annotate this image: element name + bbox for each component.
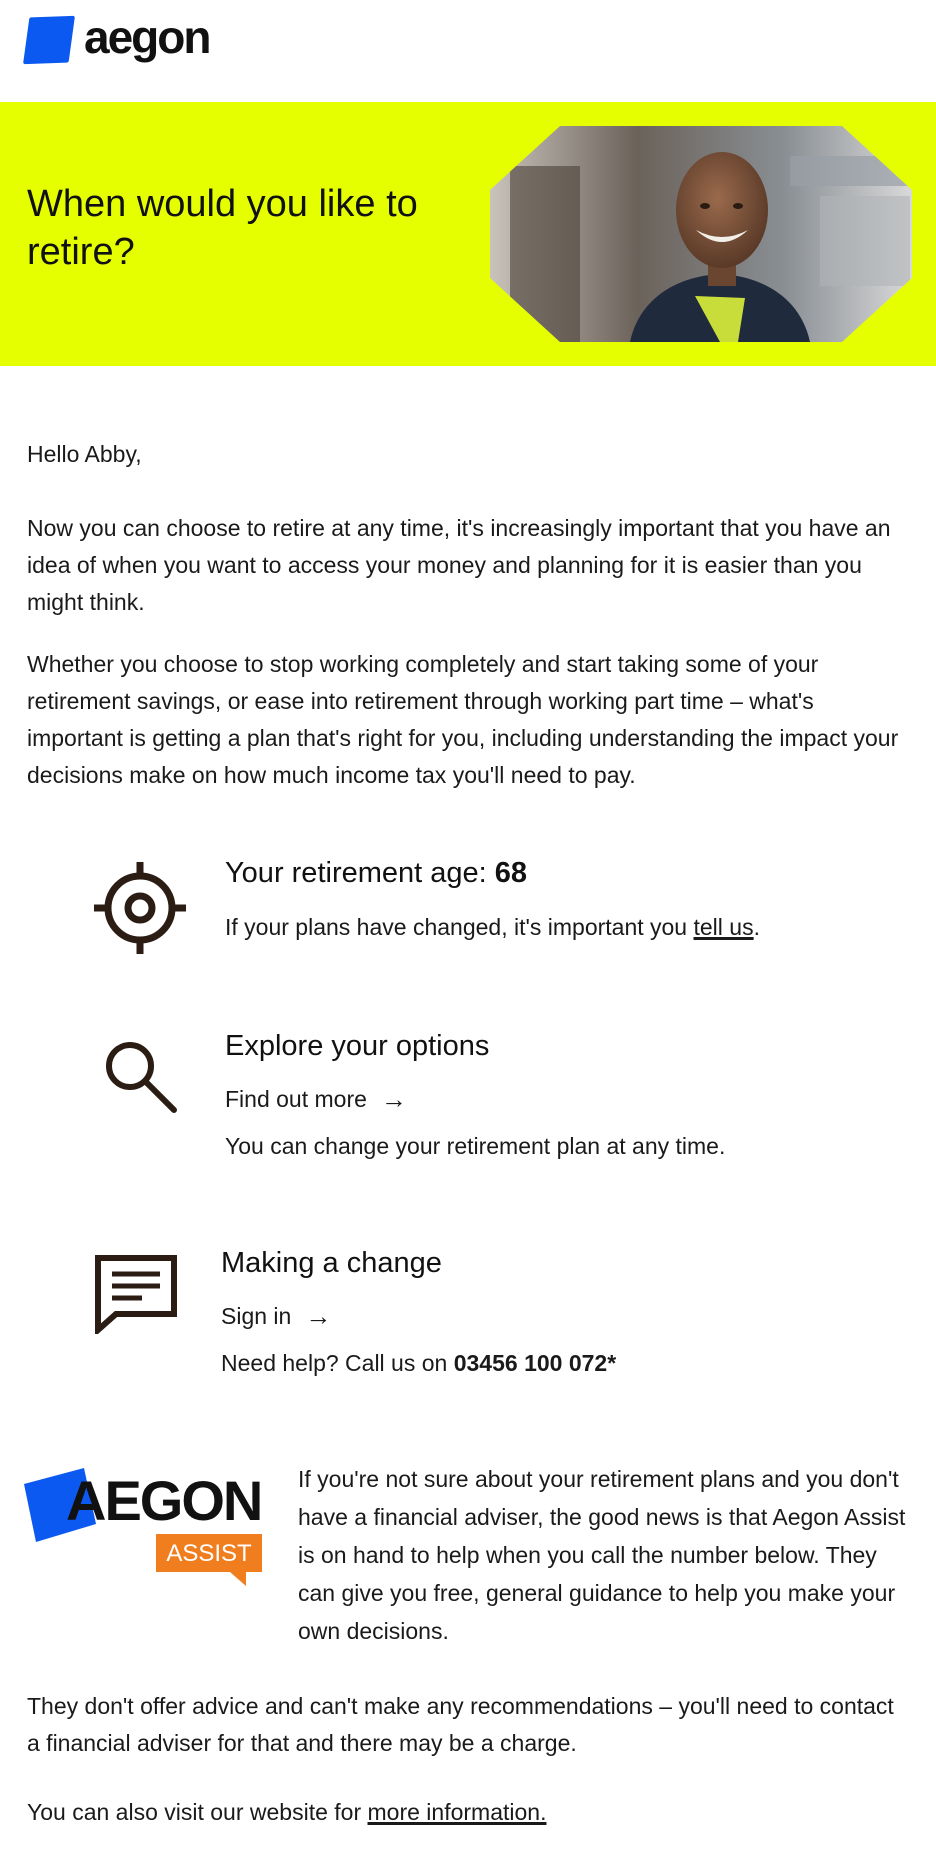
aegon-assist-word: AEGON [66, 1469, 262, 1532]
explore-text: You can change your retirement plan at any time. [225, 1133, 726, 1159]
retirement-age-text-prefix: If your plans have changed, it's important you [225, 914, 694, 940]
tell-us-link-text: tell us [693, 914, 754, 940]
aegon-logo-mark-icon [23, 16, 75, 64]
hero-title: When would you like to retire? [27, 183, 418, 273]
smiling-man-photo [490, 126, 912, 342]
greeting: Hello Abby, [27, 441, 142, 467]
explore-title: Explore your options [225, 1030, 490, 1062]
target-icon [94, 862, 186, 954]
help-text-prefix: Need help? Call us on [221, 1350, 454, 1376]
phone-number[interactable]: 03456 100 072* [453, 1350, 617, 1376]
find-out-more-link[interactable] [225, 1084, 407, 1115]
assist-paragraph: If you're not sure about your retirement plans and you don't have a financial adviser, the good news is that Aegon Assist is on hand to help when you call the number below. They can give you free, general guidance to help you make your own decisions. [298, 1466, 906, 1644]
sign-in-label: Sign in [221, 1303, 292, 1329]
find-out-more-label: Find out more [225, 1086, 367, 1112]
search-icon [102, 1038, 180, 1116]
aegon-logo-text: aegon [84, 11, 210, 63]
disclaimer-paragraph: They don't offer advice and can't make any recommendations – you'll need to contact a financial adviser for that and there may be a charge. [27, 1693, 894, 1756]
aegon-assist-badge: ASSIST [166, 1540, 252, 1567]
planning-paragraph: Whether you choose to stop working completely and start taking some of your retirement savings, or ease into retirement through working part time – what's important is getting a plan that's right for you, including understanding the impact your decisions make on how much income tax you'll need to pay. [27, 651, 899, 788]
retirement-age-label: Your retirement age: [225, 857, 495, 889]
message-icon [94, 1254, 178, 1334]
aegon-logo[interactable] [26, 11, 210, 64]
aegon-assist-logo [24, 1460, 264, 1590]
arrow-right-icon: → [380, 1084, 407, 1114]
hero-banner [0, 102, 936, 366]
retirement-age-text [225, 914, 760, 941]
retirement-age-value: 68 [494, 857, 528, 889]
sign-in-link[interactable] [221, 1301, 331, 1332]
retirement-age-text-suffix: . [753, 914, 760, 940]
website-prefix: You can also visit our website for [27, 1799, 368, 1825]
tell-us-link[interactable] [694, 914, 754, 940]
more-information-link[interactable] [368, 1799, 547, 1825]
email-header [0, 0, 936, 102]
help-text [221, 1350, 616, 1377]
making-change-title: Making a change [221, 1247, 442, 1279]
retirement-age-title [225, 857, 527, 890]
more-information-link-text: more information. [367, 1799, 547, 1825]
arrow-right-icon: → [305, 1301, 332, 1331]
intro-paragraph: Now you can choose to retire at any time, it's increasingly important that you have an idea of when you want to access your money and planning for it is easier than you might think. [27, 515, 891, 615]
website-paragraph [27, 1794, 907, 1831]
